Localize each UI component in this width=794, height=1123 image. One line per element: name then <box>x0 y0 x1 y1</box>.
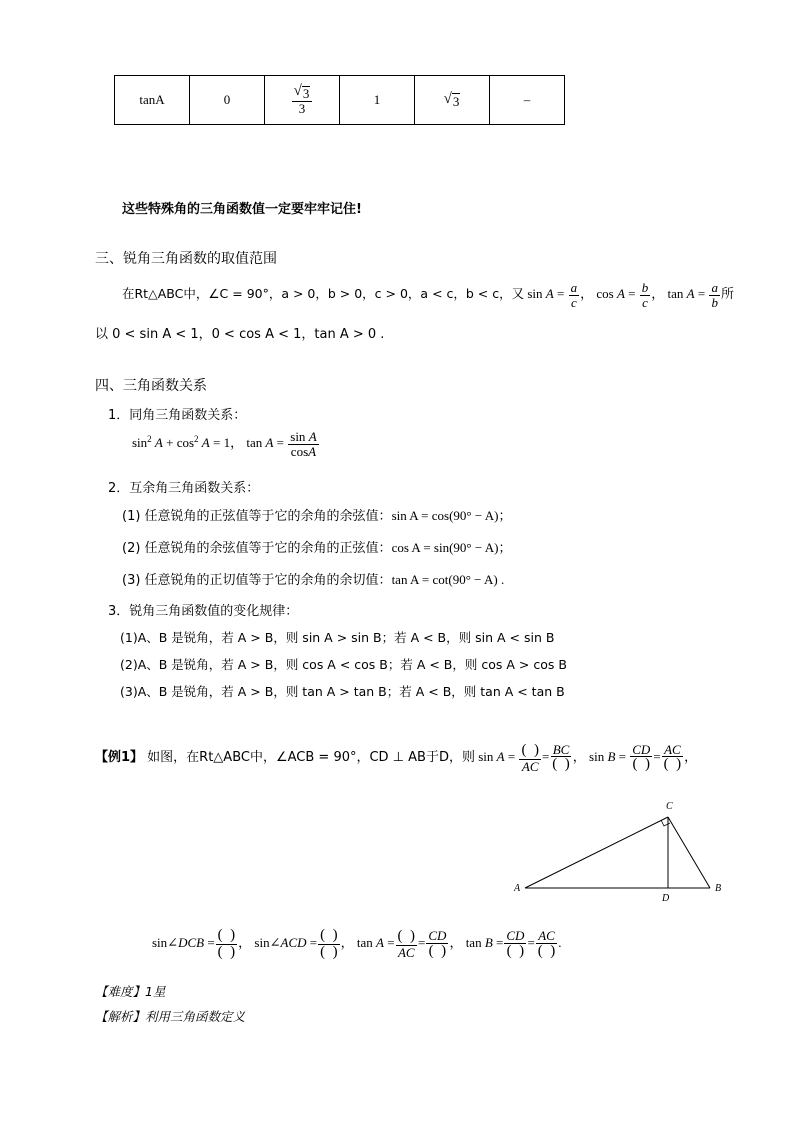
table-row <box>115 76 565 125</box>
right-triangle-figure <box>510 795 730 910</box>
memorize-note: 这些特殊角的三角函数值一定要牢牢记住! <box>122 202 362 217</box>
right-angle-mark <box>661 820 670 826</box>
cofunction-item-1: (1) 任意锐角的正弦值等于它的余角的余弦值：sin A = cos(90° − A)； <box>122 508 512 524</box>
label-c: C <box>666 801 673 812</box>
section4-heading: 四、三角函数关系 <box>95 378 207 394</box>
section3-heading: 三、锐角三角函数的取值范围 <box>95 251 277 267</box>
table-cell: – <box>490 76 565 125</box>
side-ac <box>525 817 668 888</box>
label-b: B <box>715 883 722 894</box>
table-cell: √ 3 3 <box>265 76 340 125</box>
special-values-table <box>114 75 565 125</box>
table-cell: √ 3 <box>415 76 490 125</box>
table-cell: 1 <box>340 76 415 125</box>
cofunction-item-3: (3) 任意锐角的正切值等于它的余角的余切值：tan A = cot(90° − A) . <box>122 572 505 588</box>
example-1-continued: sin∠DCB = $\frac{( )}{( )}$ ， sin∠ACD = $\frac{( )}{( )}$ ， tan A = $\frac{( )}{AC}$ = $\frac{CD}{( )}$ ， tan B = $\frac{CD}{( )}$ = $\frac{AC}{( )}$ . <box>152 927 562 960</box>
section3-line2: 以 0 < sin A < 1，0 < cos A < 1，tan A > 0 . <box>95 327 385 342</box>
monotonic-rule-2: (2)A、B 是锐角，若 A > B，则 cos A < cos B；若 A < B，则 cos A > cos B <box>120 657 567 672</box>
example-1: 【例1】 如图，在Rt△ABC中，∠ACB = 90°，CD ⊥ AB于D，则 sin A = $\frac{( )}{AC}$ = $\frac{BC}{( )}$ ， sin B = $\frac{CD}{( )}$ = $\frac{AC}{( )}$ ， <box>95 741 698 774</box>
analysis: 【解析】利用三角函数定义 <box>95 1009 246 1024</box>
section3-line1: 在Rt△ABC中，∠C = 90°，a > 0，b > 0，c > 0，a < c，b < c，又 sin A = $\frac{a}{c}$ ， cos A = $\frac{b}{c}$ ， tan A = $\frac{a}{b}$ 所 <box>122 279 734 310</box>
monotonic-rule-1: (1)A、B 是锐角，若 A > B，则 sin A > sin B；若 A < B，则 sin A < sin B <box>120 630 555 645</box>
label-d: D <box>662 893 670 904</box>
monotonic-rule-3: (3)A、B 是锐角，若 A > B，则 tan A > tan B；若 A < B，则 tan A < tan B <box>120 684 565 699</box>
label-a: A <box>514 883 521 894</box>
side-bc <box>668 817 710 888</box>
table-cell: 0 <box>190 76 265 125</box>
difficulty: 【难度】1星 <box>95 984 166 999</box>
sub3-heading: 3．锐角三角函数值的变化规律： <box>108 604 299 619</box>
sub1-heading: 1．同角三角函数关系： <box>108 408 247 423</box>
table-cell-tan-label: tanA <box>115 76 190 125</box>
sub2-heading: 2．互余角三角函数关系： <box>108 481 260 496</box>
cofunction-item-2: (2) 任意锐角的余弦值等于它的余角的正弦值：cos A = sin(90° − A)； <box>122 540 512 556</box>
identity-formula: $\sin^2 A + \cos^2 A = 1$， tan A = $\frac{\text{sin A}}{\cos A}$ <box>132 429 317 459</box>
